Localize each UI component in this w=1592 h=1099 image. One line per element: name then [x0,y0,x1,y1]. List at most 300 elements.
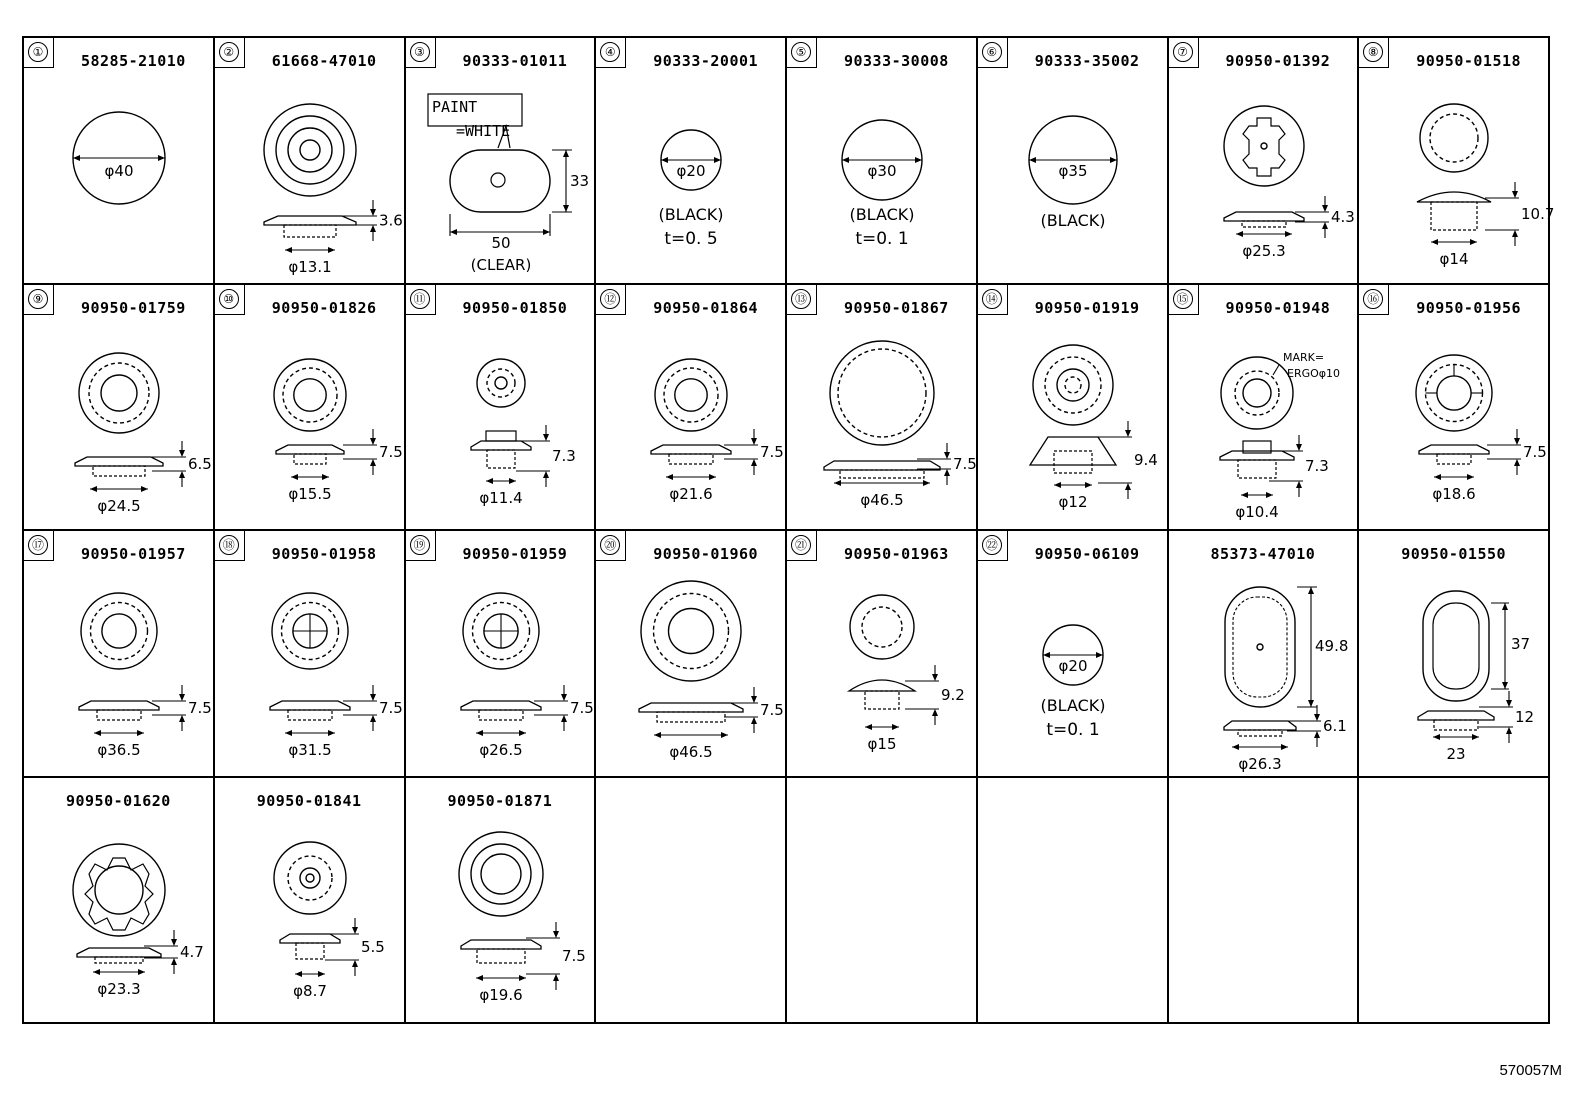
callout-mark: MARK= [1282,350,1324,364]
outline [1045,357,1101,413]
part-number: 90950-06109 [1034,545,1140,563]
outline [89,363,149,423]
grommet-flange [77,948,161,957]
dimension-label: 33 [569,172,589,190]
part-drawing [1169,285,1359,532]
part-number: 90950-01841 [256,791,362,810]
dimension-label: φ13.1 [288,258,332,276]
index-number: ⑲ [410,535,430,555]
parts-grid [22,36,1555,1024]
arrow-head [179,471,185,478]
grommet-body [95,957,143,963]
arrow-head [1314,714,1320,721]
tapered-body [1030,437,1116,465]
arrow-head [543,471,549,478]
part-number: 90950-01963 [843,545,949,563]
arrow-head [932,709,938,716]
empty-cell [978,778,1169,1025]
arrow-head [561,715,567,722]
part-number: 90950-01960 [653,545,759,563]
outline [669,609,714,654]
part-drawing [787,531,977,778]
part-number: 90950-01956 [1416,298,1522,317]
dimension-label: 3.6 [378,211,403,230]
grommet-body [487,450,515,468]
arrow-head [751,459,757,466]
index-number: ⑪ [410,289,430,309]
dimension-label: φ30 [867,162,897,180]
outline [641,581,741,681]
arrow-head [751,717,757,724]
arrow-head [370,438,376,445]
outline [675,378,707,410]
index-number: ⑭ [982,289,1002,309]
grommet-flange [471,441,531,450]
part-drawing [406,778,596,1025]
part-number: 90950-01826 [271,298,377,317]
outline [1235,371,1279,415]
part-drawing [1169,38,1359,285]
arrow-head [932,674,938,681]
dimension-label: 23 [1446,745,1466,763]
dimension-label: φ20 [1058,657,1088,675]
grommet-flange [1418,711,1494,720]
outline [79,353,159,433]
part-number: 90950-01958 [271,545,377,563]
dimension-label: φ35 [1058,162,1088,180]
part-number: 90950-01871 [447,791,553,810]
arrow-head [553,974,559,981]
empty-cell [596,778,787,1025]
callout-ergo: ERGOφ10 [1286,366,1340,380]
outline [850,595,914,659]
grommet-body [1054,451,1092,473]
arrow-head [1512,191,1518,198]
arrow-head [352,960,358,967]
part-number: 90333-30008 [843,52,949,70]
arrow-head [370,694,376,701]
outline [294,378,326,410]
part-cell [978,38,1169,285]
part-cell [1169,285,1360,532]
outline [283,368,337,422]
dimension-label: φ23.3 [97,979,141,998]
oval-inner [1433,603,1479,689]
part-cell [1359,531,1550,778]
arrow-head [1514,459,1520,466]
dimension-label: 7.5 [378,442,403,461]
index-number: ⑮ [1173,289,1193,309]
arrow-head [171,939,177,946]
arrow-head [944,452,950,459]
dimension-label: φ36.5 [97,741,141,759]
arrow-head [179,694,185,701]
part-drawing [1359,38,1555,285]
arrow-head [561,694,567,701]
outline [862,607,902,647]
index-number: ⑥ [982,42,1002,62]
part-drawing [787,38,977,285]
arrow-head [543,434,549,441]
dimension-label: 7.5 [760,701,785,719]
arrow-head [171,958,177,965]
arrow-head [1514,438,1520,445]
dimension-label: 7.5 [188,699,212,717]
oval-outline [1225,587,1295,707]
dimension-label: 6.1 [1322,717,1347,735]
part-drawing [24,778,214,1025]
arrow-head [370,459,376,466]
oval-inner [1233,597,1287,697]
grommet-body [93,466,145,476]
part-number: 90950-01864 [653,298,759,317]
outline [276,116,344,184]
part-number: 61668-47010 [271,52,377,70]
outline [487,369,515,397]
part-drawing [1359,531,1549,778]
part-cell [978,531,1169,778]
grommet-flange [264,216,356,225]
dimension-label: φ12 [1058,492,1088,511]
dimension-label: φ24.5 [97,496,141,515]
outline [1437,375,1471,409]
part-cell [787,285,978,532]
dimension-label: φ46.5 [669,743,713,761]
cap-top [1417,192,1491,202]
part-drawing [215,531,405,778]
part-number: 90333-20001 [653,52,759,70]
part-cell [406,778,597,1025]
note-color: (BLACK) [658,205,724,224]
dimension-label: φ25.3 [1241,242,1286,260]
grommet-body [1242,221,1286,227]
part-drawing [1359,285,1549,532]
grommet-flange [651,445,731,454]
dimension-label: φ21.6 [669,484,713,503]
outline [838,349,926,437]
dimension-label: 50 [490,234,511,252]
outline [81,593,157,669]
arrow-head [1125,430,1131,437]
outline [830,341,934,445]
index-number: ① [28,42,48,62]
outline [1430,114,1478,162]
part-cell [787,38,978,285]
grommet-flange [461,940,541,949]
index-number: ⑨ [28,289,48,309]
dimension-label: 10.7 [1521,205,1555,223]
part-number: 58285-21010 [80,52,186,70]
dimension-label: 7.3 [551,446,576,465]
grommet-flange [280,934,340,943]
index-number: ⑬ [791,289,811,309]
dimension-label: φ14 [1439,250,1469,268]
leader-line [1273,365,1279,375]
index-number: ⑯ [1363,289,1383,309]
part-cell [1169,531,1360,778]
grommet-flange [639,703,743,712]
arrow-head [1322,222,1328,229]
part-drawing [978,38,1168,285]
part-number: 90333-35002 [1034,52,1140,70]
part-cell [24,531,215,778]
grommet-flange [1224,212,1304,221]
part-cell [215,531,406,778]
arrow-head [751,696,757,703]
dimension-label: φ20 [676,162,706,180]
index-number: ㉑ [791,535,811,555]
drawing-number: 570057M [1499,1062,1562,1079]
grommet-flange [270,701,350,710]
part-cell [978,285,1169,532]
note-clear: (CLEAR) [470,256,531,274]
index-number: ⑫ [600,289,620,309]
dimension-label: 7.5 [953,454,977,473]
outline [481,854,521,894]
part-drawing [406,38,596,285]
arrow-head [1322,205,1328,212]
arrow-head [352,927,358,934]
dimension-label: 4.7 [180,942,204,961]
arrow-head [179,450,185,457]
part-drawing [787,285,977,532]
part-number: 90950-01948 [1225,298,1331,317]
outline [102,614,136,648]
dimension-label: φ40 [104,162,134,180]
dimension-label: φ15.5 [288,484,332,503]
grommet-flange [461,701,541,710]
part-number: 90950-01850 [462,298,568,317]
callout-paint: PAINT [431,98,477,116]
dimension-label: φ8.7 [292,981,327,1000]
part-drawing [596,38,786,285]
part-cell [596,285,787,532]
part-drawing [215,778,405,1025]
part-number: 90333-01011 [462,52,568,70]
outline [1261,143,1267,149]
index-number: ④ [600,42,620,62]
part-cell [215,778,406,1025]
index-number: ② [219,42,239,62]
outline [1243,379,1271,407]
arrow-head [1506,700,1512,707]
part-number: 90950-01867 [843,298,949,317]
part-cell [24,285,215,532]
part-cell [406,38,597,285]
part-number: 90950-01919 [1034,298,1140,317]
outline [95,866,143,914]
grommet-body [288,710,332,720]
grommet-flange [1419,445,1489,454]
dimension-label: φ26.3 [1237,755,1282,773]
index-number: ⑩ [219,289,239,309]
outline [1257,644,1263,650]
dimension-label: φ26.5 [478,741,523,759]
dimension-label: φ46.5 [860,490,904,509]
index-number: ⑤ [791,42,811,62]
part-drawing [406,285,596,532]
paint-dot [491,173,505,187]
part-cell [215,285,406,532]
part-drawing [978,531,1168,778]
grommet-body [840,470,924,478]
part-drawing [978,285,1168,532]
note-thickness: t=0. 1 [855,229,909,249]
dimension-label: 4.3 [1330,208,1355,226]
dimension-label: φ31.5 [288,741,332,759]
callout-white: =WHITE [455,122,510,140]
index-number: ⑱ [219,535,239,555]
part-number: 85373-47010 [1210,545,1316,563]
outline [655,359,727,431]
part-drawing [215,38,405,285]
part-drawing [596,285,786,532]
outline [1057,369,1089,401]
dimension-label: φ11.4 [478,488,523,507]
outline [274,842,346,914]
cap-body [865,691,899,709]
dimension-label: φ10.4 [1234,502,1279,521]
empty-cell [787,778,978,1025]
grommet-body [1238,460,1276,478]
grommet-flange [1220,451,1294,460]
dimension-label: 9.2 [941,686,965,704]
part-drawing [1169,531,1359,778]
arrow-head [1506,727,1512,734]
empty-cell [1359,778,1550,1025]
arrow-head [751,438,757,445]
index-number: ㉒ [982,535,1002,555]
dimension-label: φ19.6 [478,985,523,1004]
part-number: 90950-01620 [65,791,171,810]
part-drawing [406,531,596,778]
part-number: 90950-01957 [80,545,186,563]
dimension-label: 7.5 [1523,442,1548,461]
part-number: 90950-01550 [1401,545,1507,563]
dimension-label: 7.3 [1304,456,1329,475]
outline [300,868,320,888]
dimension-label: 6.5 [188,454,212,473]
dimension-label: 5.5 [360,937,385,956]
note-color: (BLACK) [849,205,915,224]
grommet-body [1437,454,1471,464]
outline [477,359,525,407]
part-cell [596,38,787,285]
part-cell [787,531,978,778]
dimension-label: 7.5 [378,699,403,717]
grommet-body [479,710,523,720]
grommet-flange [79,701,159,710]
grommet-body [1434,720,1478,730]
part-number: 90950-01959 [462,545,568,563]
part-number: 90950-01759 [80,298,186,317]
grommet-body [1238,730,1282,736]
plug-stem [486,431,516,441]
dimension-label: 7.5 [561,946,586,965]
empty-cell [1169,778,1360,1025]
outline [664,368,718,422]
part-cell [1169,38,1360,285]
grommet-flange [1224,721,1296,730]
arrow-head [1125,483,1131,490]
arrow-head [370,715,376,722]
gear-shape [1243,118,1285,176]
grommet-body [294,454,326,464]
dimension-label: φ15 [867,735,897,753]
index-number: ⑳ [600,535,620,555]
grommet-body [657,712,725,722]
dimension-label: 7.5 [569,699,594,717]
grommet-body [296,943,324,959]
part-drawing [24,38,214,285]
outline [471,844,531,904]
outline [1065,377,1081,393]
arrow-head [1314,731,1320,738]
grommet-body [669,454,713,464]
note-color: (BLACK) [1040,211,1106,230]
dimension-label: 37 [1511,635,1531,653]
part-cell [215,38,406,285]
part-cell [24,778,215,1025]
dimension-label: 49.8 [1314,637,1348,655]
index-number: ③ [410,42,430,62]
cap-body [1431,202,1477,230]
arrow-head [1512,230,1518,237]
outline [306,874,314,882]
part-drawing [215,285,405,532]
outline [288,128,332,172]
part-cell [1359,38,1555,285]
grommet-body [477,949,525,963]
outline [91,603,148,660]
outline [264,104,356,196]
outline [495,377,507,389]
arrow-head [1296,481,1302,488]
arrow-head [553,931,559,938]
part-cell [24,38,215,285]
dimension-label: 9.4 [1133,450,1158,469]
grommet-body [97,710,141,720]
index-number: ⑰ [28,535,48,555]
note-thickness: t=0. 5 [664,229,718,249]
outline [288,856,332,900]
oval-plug [450,150,550,212]
arrow-head [944,469,950,476]
cap-top [849,680,915,691]
part-cell [1359,285,1550,532]
outline [300,140,320,160]
part-cell [406,285,597,532]
dimension-label: 7.5 [760,442,785,461]
index-number: ⑧ [1363,42,1383,62]
outline [101,375,137,411]
note-thickness: t=0. 1 [1046,720,1100,740]
part-number: 90950-01518 [1416,52,1522,70]
dimension-label: φ18.6 [1432,484,1476,503]
arrow-head [179,715,185,722]
arrow-head [370,209,376,216]
part-number: 90950-01392 [1225,52,1331,70]
part-drawing [596,531,786,778]
part-drawing [24,531,214,778]
grommet-body [284,225,336,237]
grommet-flange [276,445,344,454]
outline [274,359,346,431]
part-cell [406,531,597,778]
arrow-head [370,225,376,232]
dimension-label: 12 [1515,708,1535,726]
part-drawing [24,285,214,532]
